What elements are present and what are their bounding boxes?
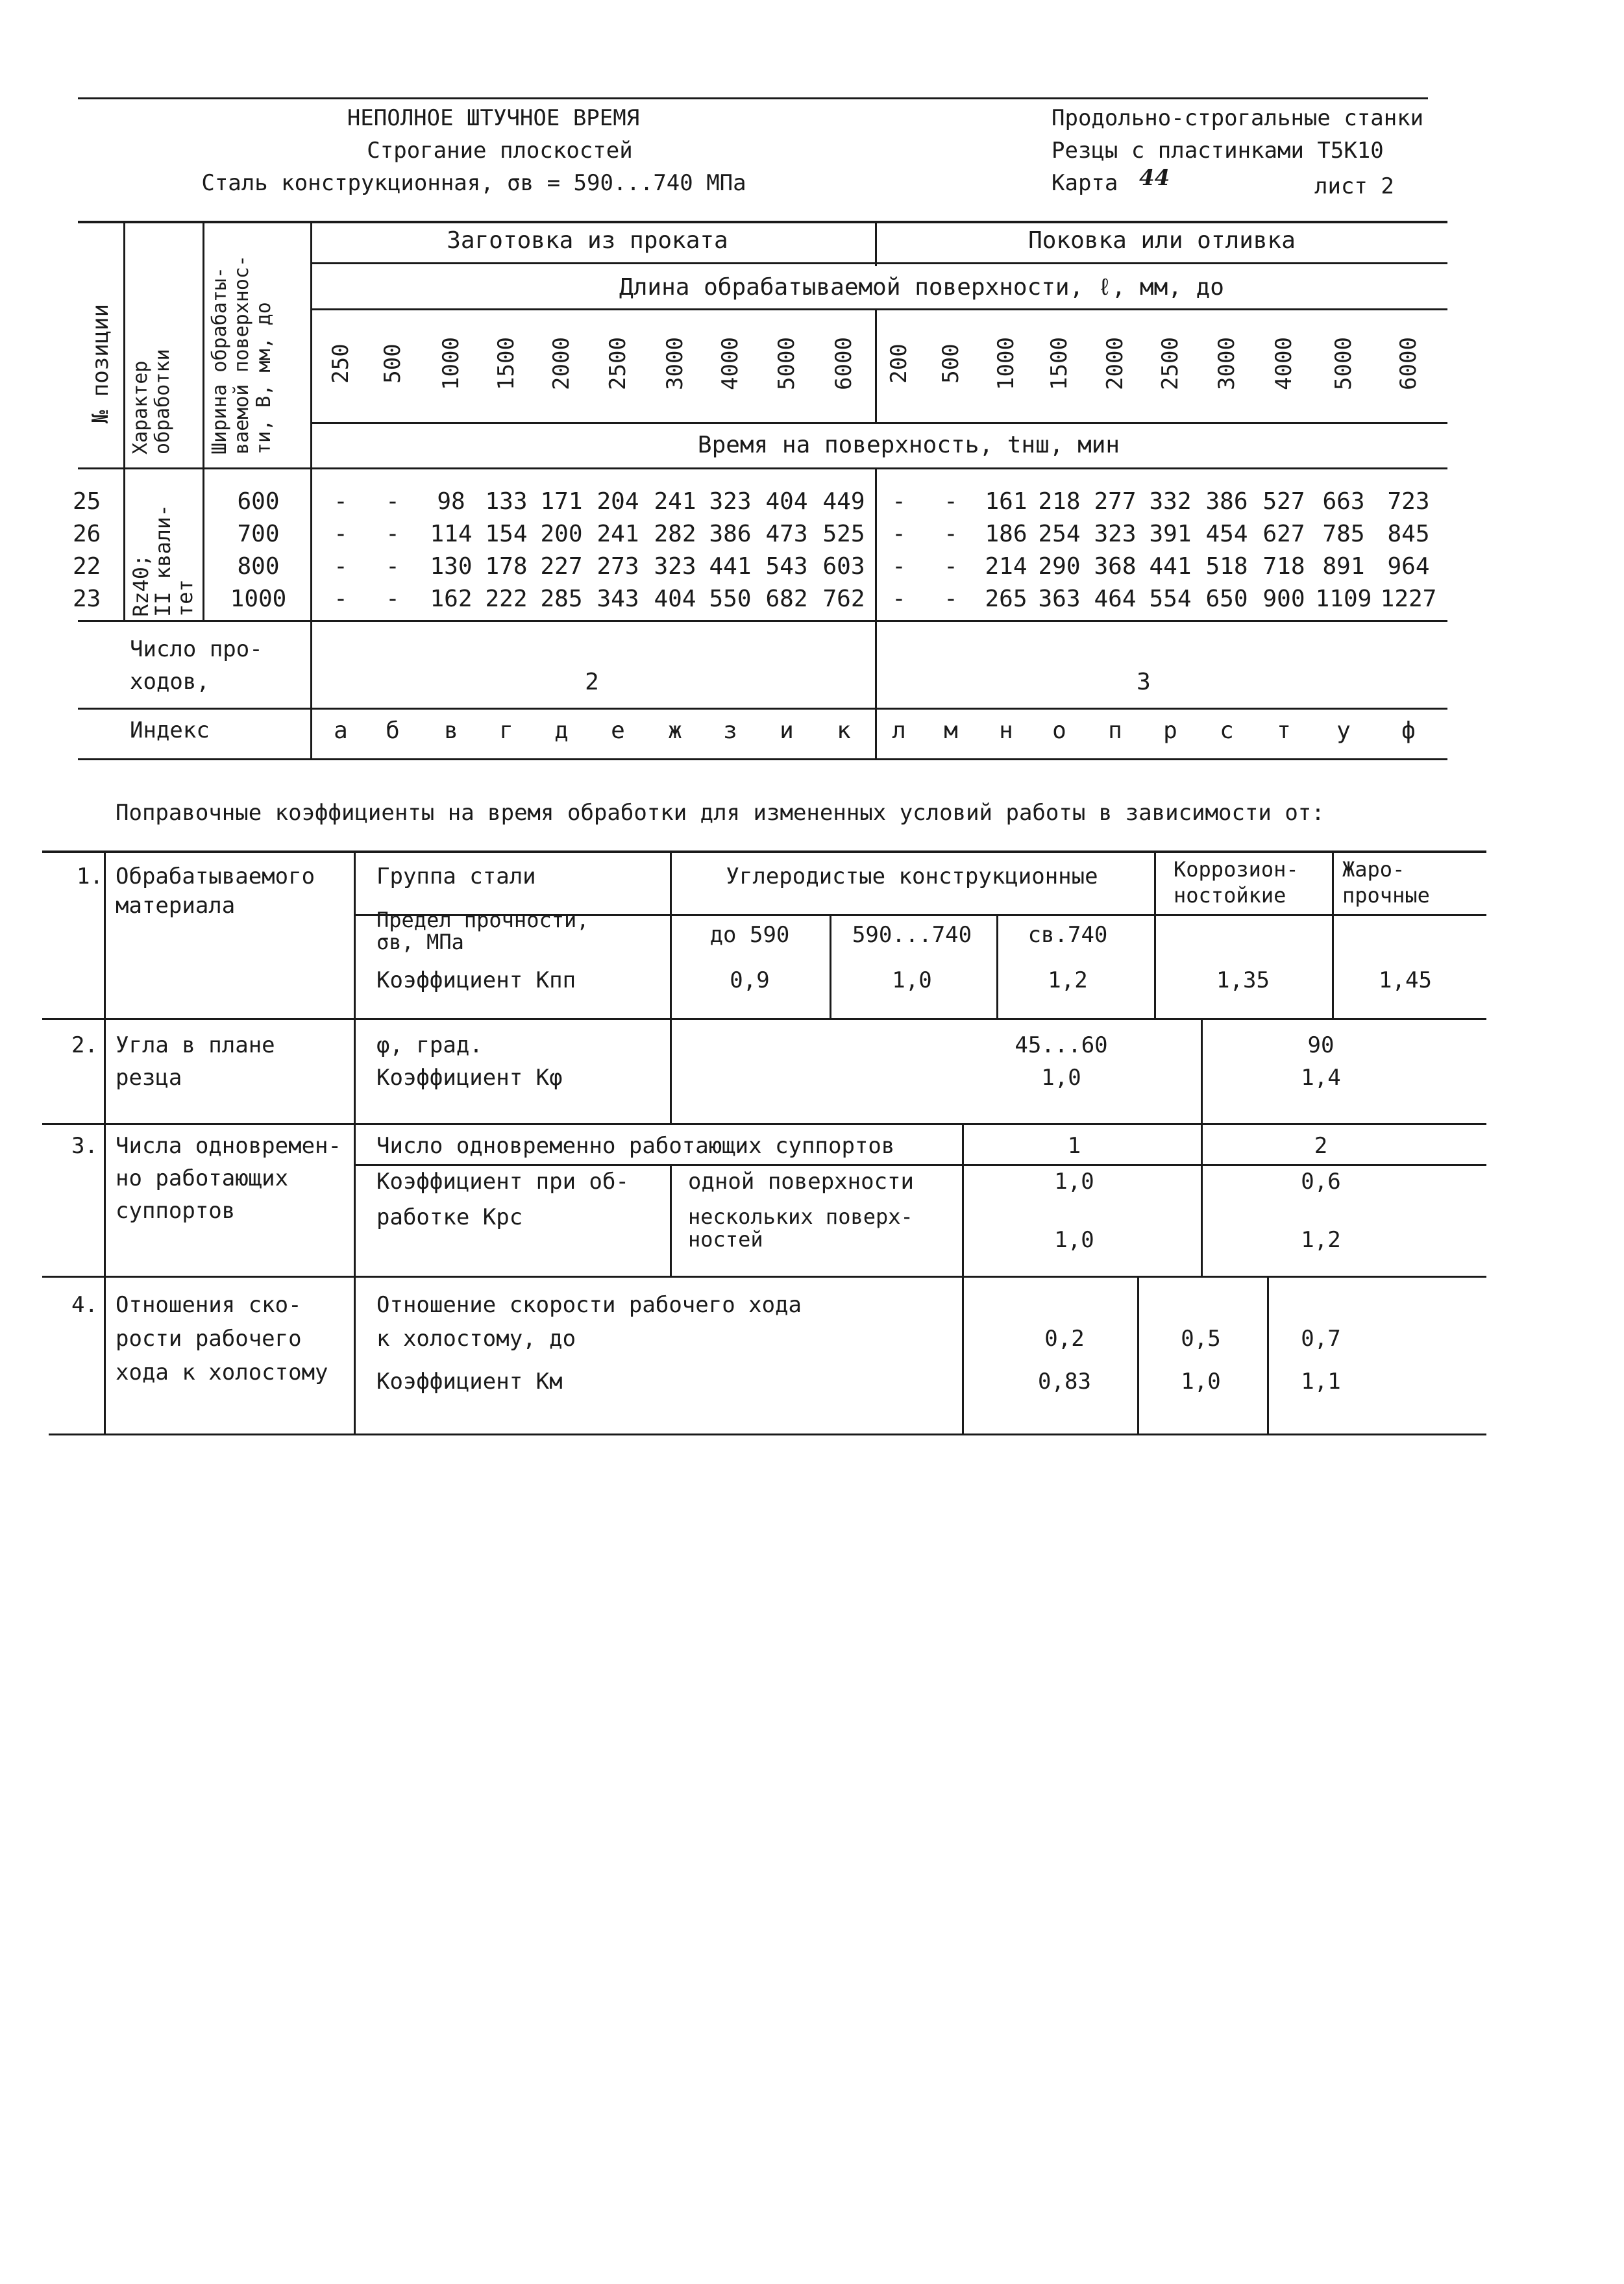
t2-vline-r4-b (1137, 1276, 1139, 1435)
r1-group-label: Группа стали (376, 863, 536, 889)
passes-label-1: Число про- (130, 636, 263, 662)
col-header-position: № позиции (88, 303, 114, 424)
cell-rolled: - (386, 521, 400, 547)
t2-vline-r1-heat (1332, 850, 1334, 1018)
t2-vline-r1-b (830, 914, 831, 1018)
cell-rolled: 200 (540, 521, 583, 547)
r1-k-5: 1,45 (1379, 967, 1432, 993)
r1-num: 1. (77, 863, 103, 889)
row-position: 22 (73, 553, 101, 580)
r4-ratio-a: 0,2 (1044, 1326, 1085, 1352)
cell-forged: 964 (1387, 553, 1430, 580)
passes-label-2: ходов, (130, 669, 210, 695)
t2-rule-r3-bottom (42, 1276, 1486, 1278)
r3-coef-2: работке Крс (376, 1204, 523, 1230)
cell-forged: 723 (1387, 488, 1430, 515)
cell-rolled: - (334, 586, 348, 612)
cell-rolled: 543 (765, 553, 808, 580)
r1-heat-2: прочные (1342, 883, 1430, 908)
card-number: 44 (1139, 165, 1170, 191)
title-line-1: НЕПОЛНОЕ ШТУЧНОЕ ВРЕМЯ (347, 105, 640, 131)
cell-rolled: 404 (765, 488, 808, 515)
r3-label-2: но работающих (116, 1165, 289, 1191)
r4-ratio-2: к холостому, до (376, 1326, 576, 1352)
length-rolled-1000: 1000 (438, 337, 464, 390)
cell-rolled: - (334, 553, 348, 580)
r1-k-1: 0,9 (730, 967, 770, 993)
r4-coef-label: Коэффициент Км (376, 1369, 563, 1395)
length-rolled-2500: 2500 (605, 337, 631, 390)
top-rule (78, 97, 1428, 99)
cell-forged: 527 (1262, 488, 1305, 515)
cell-forged: 845 (1387, 521, 1430, 547)
passes-rolled: 2 (585, 669, 599, 695)
cell-forged: 186 (985, 521, 1027, 547)
cell-forged: 663 (1322, 488, 1365, 515)
index-forged: ф (1401, 717, 1416, 744)
r2-coef-label: Коэффициент Кφ (376, 1065, 563, 1091)
r4-label-3: хода к холостому (116, 1359, 328, 1385)
t2-vline-r1-corr (1154, 850, 1156, 1018)
index-rolled: з (723, 717, 737, 744)
cell-rolled: 285 (540, 586, 583, 612)
index-rolled: в (444, 717, 458, 744)
t1-vline-width (310, 221, 312, 760)
cell-rolled: 178 (485, 553, 528, 580)
r2-phi-label: φ, град. (376, 1032, 483, 1058)
index-rolled: и (780, 717, 794, 744)
cell-forged: 265 (985, 586, 1027, 612)
r3-one-k1: 1,0 (1054, 1169, 1094, 1195)
length-forged-500: 500 (938, 343, 964, 384)
r3-coef-1: Коэффициент при об- (376, 1169, 629, 1195)
r1-corrosion-2: ностойкие (1174, 883, 1286, 908)
cell-forged: 290 (1038, 553, 1081, 580)
t2-vline-r3-c (670, 1164, 672, 1276)
r3-num: 3. (71, 1133, 98, 1159)
r4-num: 4. (71, 1292, 98, 1318)
r1-carbon: Углеродистые конструкционные (726, 863, 1098, 889)
r4-k-a: 0,83 (1038, 1369, 1091, 1395)
r3-label-1: Числа одновремен- (116, 1133, 341, 1159)
cell-rolled: 222 (485, 586, 528, 612)
t1-rule-head-bottom (78, 467, 1447, 469)
cell-forged: 161 (985, 488, 1027, 515)
length-rolled-5000: 5000 (774, 337, 800, 390)
t1-rule-data-bottom (78, 620, 1447, 622)
index-forged: о (1052, 717, 1066, 744)
r4-label-1: Отношения ско- (116, 1292, 302, 1318)
cell-forged: 218 (1038, 488, 1081, 515)
length-rolled-3000: 3000 (662, 337, 688, 390)
r2-k-b: 1,4 (1301, 1065, 1341, 1091)
t2-vline-r3-b (1201, 1123, 1203, 1276)
r2-num: 2. (71, 1032, 98, 1058)
cell-rolled: - (334, 521, 348, 547)
length-header: Длина обрабатываемой поверхности, ℓ, мм, до (619, 274, 1224, 301)
length-forged-2000: 2000 (1102, 337, 1128, 390)
character-value: Rz40; II квали- тет (129, 504, 197, 617)
cell-rolled: 441 (709, 553, 752, 580)
cell-forged: - (944, 553, 958, 580)
group-rolled: Заготовка из проката (447, 227, 728, 254)
cell-forged: 891 (1322, 553, 1365, 580)
cell-forged: 254 (1038, 521, 1081, 547)
r2-label-1: Угла в плане (116, 1032, 275, 1058)
row-width: 800 (237, 553, 280, 580)
r3-many-1: нескольких поверх- (688, 1204, 913, 1229)
r4-k-c: 1,1 (1301, 1369, 1341, 1395)
length-forged-3000: 3000 (1214, 337, 1240, 390)
r2-label-2: резца (116, 1065, 182, 1091)
index-rolled: б (386, 717, 400, 744)
r3-one-surface: одной поверхности (688, 1169, 914, 1195)
length-rolled-4000: 4000 (717, 337, 743, 390)
length-rolled-500: 500 (380, 343, 406, 384)
t2-vline-r1-c (996, 914, 998, 1018)
cell-rolled: 386 (709, 521, 752, 547)
t1-rule-length (310, 308, 1447, 310)
r3-one-k2: 0,6 (1301, 1169, 1341, 1195)
r2-k-a: 1,0 (1041, 1065, 1081, 1091)
t2-vline-r4-c (1267, 1276, 1269, 1435)
cell-forged: 900 (1262, 586, 1305, 612)
cell-rolled: 473 (765, 521, 808, 547)
length-forged-6000: 6000 (1396, 337, 1421, 390)
index-forged: у (1336, 717, 1351, 744)
row-width: 700 (237, 521, 280, 547)
length-forged-5000: 5000 (1331, 337, 1357, 390)
cell-rolled: 273 (597, 553, 639, 580)
machine-type: Продольно-строгальные станки (1052, 105, 1424, 131)
cell-rolled: 227 (540, 553, 583, 580)
cell-rolled: 204 (597, 488, 639, 515)
cell-rolled: 603 (822, 553, 865, 580)
r3-count-1: 1 (1067, 1133, 1081, 1159)
cell-forged: 386 (1205, 488, 1248, 515)
length-rolled-2000: 2000 (548, 337, 574, 390)
index-rolled: г (499, 717, 513, 744)
length-forged-2500: 2500 (1157, 337, 1183, 390)
cell-forged: 518 (1205, 553, 1248, 580)
col-header-character: Характер обработки (129, 349, 174, 454)
t1-vline-length-split (875, 308, 877, 422)
cell-forged: - (944, 521, 958, 547)
cell-forged: 391 (1149, 521, 1192, 547)
t2-vline-r1-a (670, 850, 672, 1018)
cell-rolled: 282 (654, 521, 696, 547)
length-rolled-6000: 6000 (831, 337, 857, 390)
index-rolled: к (837, 717, 851, 744)
index-forged: т (1277, 717, 1291, 744)
cell-rolled: 133 (485, 488, 528, 515)
cell-forged: 214 (985, 553, 1027, 580)
index-forged: м (944, 717, 958, 744)
col-header-width: Ширина обрабаты- ваемой поверхнос- ти, В, мм, до (208, 254, 275, 454)
index-rolled: е (611, 717, 625, 744)
cell-forged: 441 (1149, 553, 1192, 580)
cell-rolled: 98 (437, 488, 465, 515)
t2-rule-r2-bottom (42, 1123, 1486, 1125)
r3-label-3: суппортов (116, 1198, 236, 1224)
r1-coef-label: Коэффициент Кпп (376, 967, 576, 993)
t2-vline-label (354, 850, 356, 1435)
r2-angle-a: 45...60 (1015, 1032, 1108, 1058)
r1-k-3: 1,2 (1048, 967, 1088, 993)
cell-rolled: 323 (654, 553, 696, 580)
cell-forged: - (892, 521, 906, 547)
cell-rolled: 343 (597, 586, 639, 612)
t2-rule-r1-bottom (42, 1018, 1486, 1020)
index-forged: р (1163, 717, 1177, 744)
row-width: 600 (237, 488, 280, 515)
index-forged: п (1108, 717, 1122, 744)
length-rolled-1500: 1500 (493, 337, 519, 390)
r1-label-1: Обрабатываемого (116, 863, 315, 889)
length-forged-4000: 4000 (1271, 337, 1297, 390)
r3-many-k1: 1,0 (1054, 1227, 1094, 1253)
r1-strength-c: св.740 (1027, 922, 1108, 948)
row-width: 1000 (230, 586, 287, 612)
cell-rolled: - (334, 488, 348, 515)
cell-forged: 718 (1262, 553, 1305, 580)
row-position: 23 (73, 586, 101, 612)
cutter-type: Резцы с пластинками Т5К10 (1052, 138, 1384, 164)
cell-rolled: 550 (709, 586, 752, 612)
t1-rule-top (78, 221, 1447, 223)
cell-rolled: 449 (822, 488, 865, 515)
title-line-3: Сталь конструкционная, σв = 590...740 МПа (201, 170, 746, 196)
index-forged: л (892, 717, 906, 744)
index-rolled: ж (668, 717, 682, 744)
cell-forged: 363 (1038, 586, 1081, 612)
r4-label-2: рости рабочего (116, 1326, 302, 1352)
cell-forged: - (892, 553, 906, 580)
t1-rule-index-bottom (78, 758, 1447, 760)
r4-k-b: 1,0 (1181, 1369, 1221, 1395)
r1-k-2: 1,0 (892, 967, 932, 993)
cell-forged: 627 (1262, 521, 1305, 547)
cell-forged: 454 (1205, 521, 1248, 547)
cell-rolled: 525 (822, 521, 865, 547)
r1-heat-1: Жаро- (1342, 857, 1405, 882)
t2-rule-top (42, 850, 1486, 853)
title-line-2: Строгание плоскостей (367, 138, 633, 164)
cell-rolled: 114 (430, 521, 473, 547)
corrections-title: Поправочные коэффициенты на время обработки для измененных условий работы в зависимости от: (116, 800, 1325, 826)
r3-many-2: ностей (688, 1227, 763, 1252)
t1-vline-char (203, 221, 204, 620)
cell-forged: 368 (1094, 553, 1137, 580)
t2-vline-r3-a (962, 1123, 964, 1276)
t2-vline-r2-b (1201, 1018, 1203, 1123)
r1-strength-1: Предел прочности, (376, 908, 589, 932)
r1-label-2: материала (116, 893, 236, 919)
r1-strength-b: 590...740 (852, 922, 972, 948)
r3-count-2: 2 (1314, 1133, 1328, 1159)
t2-vline-r4-a (962, 1276, 964, 1435)
cell-rolled: 404 (654, 586, 696, 612)
r2-angle-b: 90 (1307, 1032, 1335, 1058)
index-forged: с (1220, 717, 1234, 744)
r3-count-label: Число одновременно работающих суппортов (376, 1133, 895, 1159)
card-label: Карта (1052, 170, 1118, 196)
cell-forged: 554 (1149, 586, 1192, 612)
r4-ratio-1: Отношение скорости рабочего хода (376, 1292, 802, 1318)
row-position: 26 (73, 521, 101, 547)
length-forged-1500: 1500 (1046, 337, 1072, 390)
cell-forged: - (944, 488, 958, 515)
index-rolled: д (554, 717, 569, 744)
cell-rolled: 130 (430, 553, 473, 580)
cell-forged: 277 (1094, 488, 1137, 515)
cell-forged: 785 (1322, 521, 1365, 547)
cell-rolled: 682 (765, 586, 808, 612)
t1-rule-passes-bottom (78, 708, 1447, 710)
cell-rolled: 241 (654, 488, 696, 515)
sheet-number: лист 2 (1314, 173, 1394, 199)
cell-forged: 332 (1149, 488, 1192, 515)
r1-strength-a: до 590 (709, 922, 790, 948)
cell-forged: - (944, 586, 958, 612)
r1-k-4: 1,35 (1216, 967, 1270, 993)
t1-vline-group-split (875, 221, 877, 266)
r1-corrosion-1: Коррозион- (1174, 857, 1299, 882)
cell-rolled: 323 (709, 488, 752, 515)
cell-forged: - (892, 586, 906, 612)
time-header: Время на поверхность, tнш, мин (697, 432, 1120, 458)
cell-rolled: 762 (822, 586, 865, 612)
cell-forged: 323 (1094, 521, 1137, 547)
index-label: Индекс (130, 717, 210, 743)
t1-vline-data-split (875, 467, 877, 760)
cell-rolled: 162 (430, 586, 473, 612)
t2-vline-r2-a (670, 1018, 672, 1123)
cell-rolled: 241 (597, 521, 639, 547)
t2-rule-bottom (49, 1434, 1486, 1435)
cell-forged: - (892, 488, 906, 515)
t2-rule-r3-sub (354, 1164, 1486, 1166)
r3-many-k2: 1,2 (1301, 1227, 1341, 1253)
index-forged: н (999, 717, 1013, 744)
cell-forged: 650 (1205, 586, 1248, 612)
cell-rolled: 171 (540, 488, 583, 515)
cell-rolled: 154 (485, 521, 528, 547)
t1-rule-groups (310, 262, 1447, 264)
cell-forged: 464 (1094, 586, 1137, 612)
t1-vline-pos (123, 221, 125, 620)
row-position: 25 (73, 488, 101, 515)
length-forged-1000: 1000 (993, 337, 1019, 390)
cell-rolled: - (386, 488, 400, 515)
group-forged: Поковка или отливка (1028, 227, 1296, 254)
cell-rolled: - (386, 553, 400, 580)
r4-ratio-c: 0,7 (1301, 1326, 1341, 1352)
t2-vline-num (104, 850, 106, 1435)
r1-strength-2: σв, МПа (376, 930, 464, 954)
t1-rule-lengths-values (310, 422, 1447, 424)
cell-forged: 1109 (1315, 586, 1372, 612)
index-rolled: а (334, 717, 348, 744)
length-rolled-250: 250 (328, 343, 354, 384)
cell-forged: 1227 (1380, 586, 1437, 612)
cell-rolled: - (386, 586, 400, 612)
r4-ratio-b: 0,5 (1181, 1326, 1221, 1352)
passes-forged: 3 (1137, 669, 1151, 695)
length-forged-200: 200 (886, 343, 912, 384)
